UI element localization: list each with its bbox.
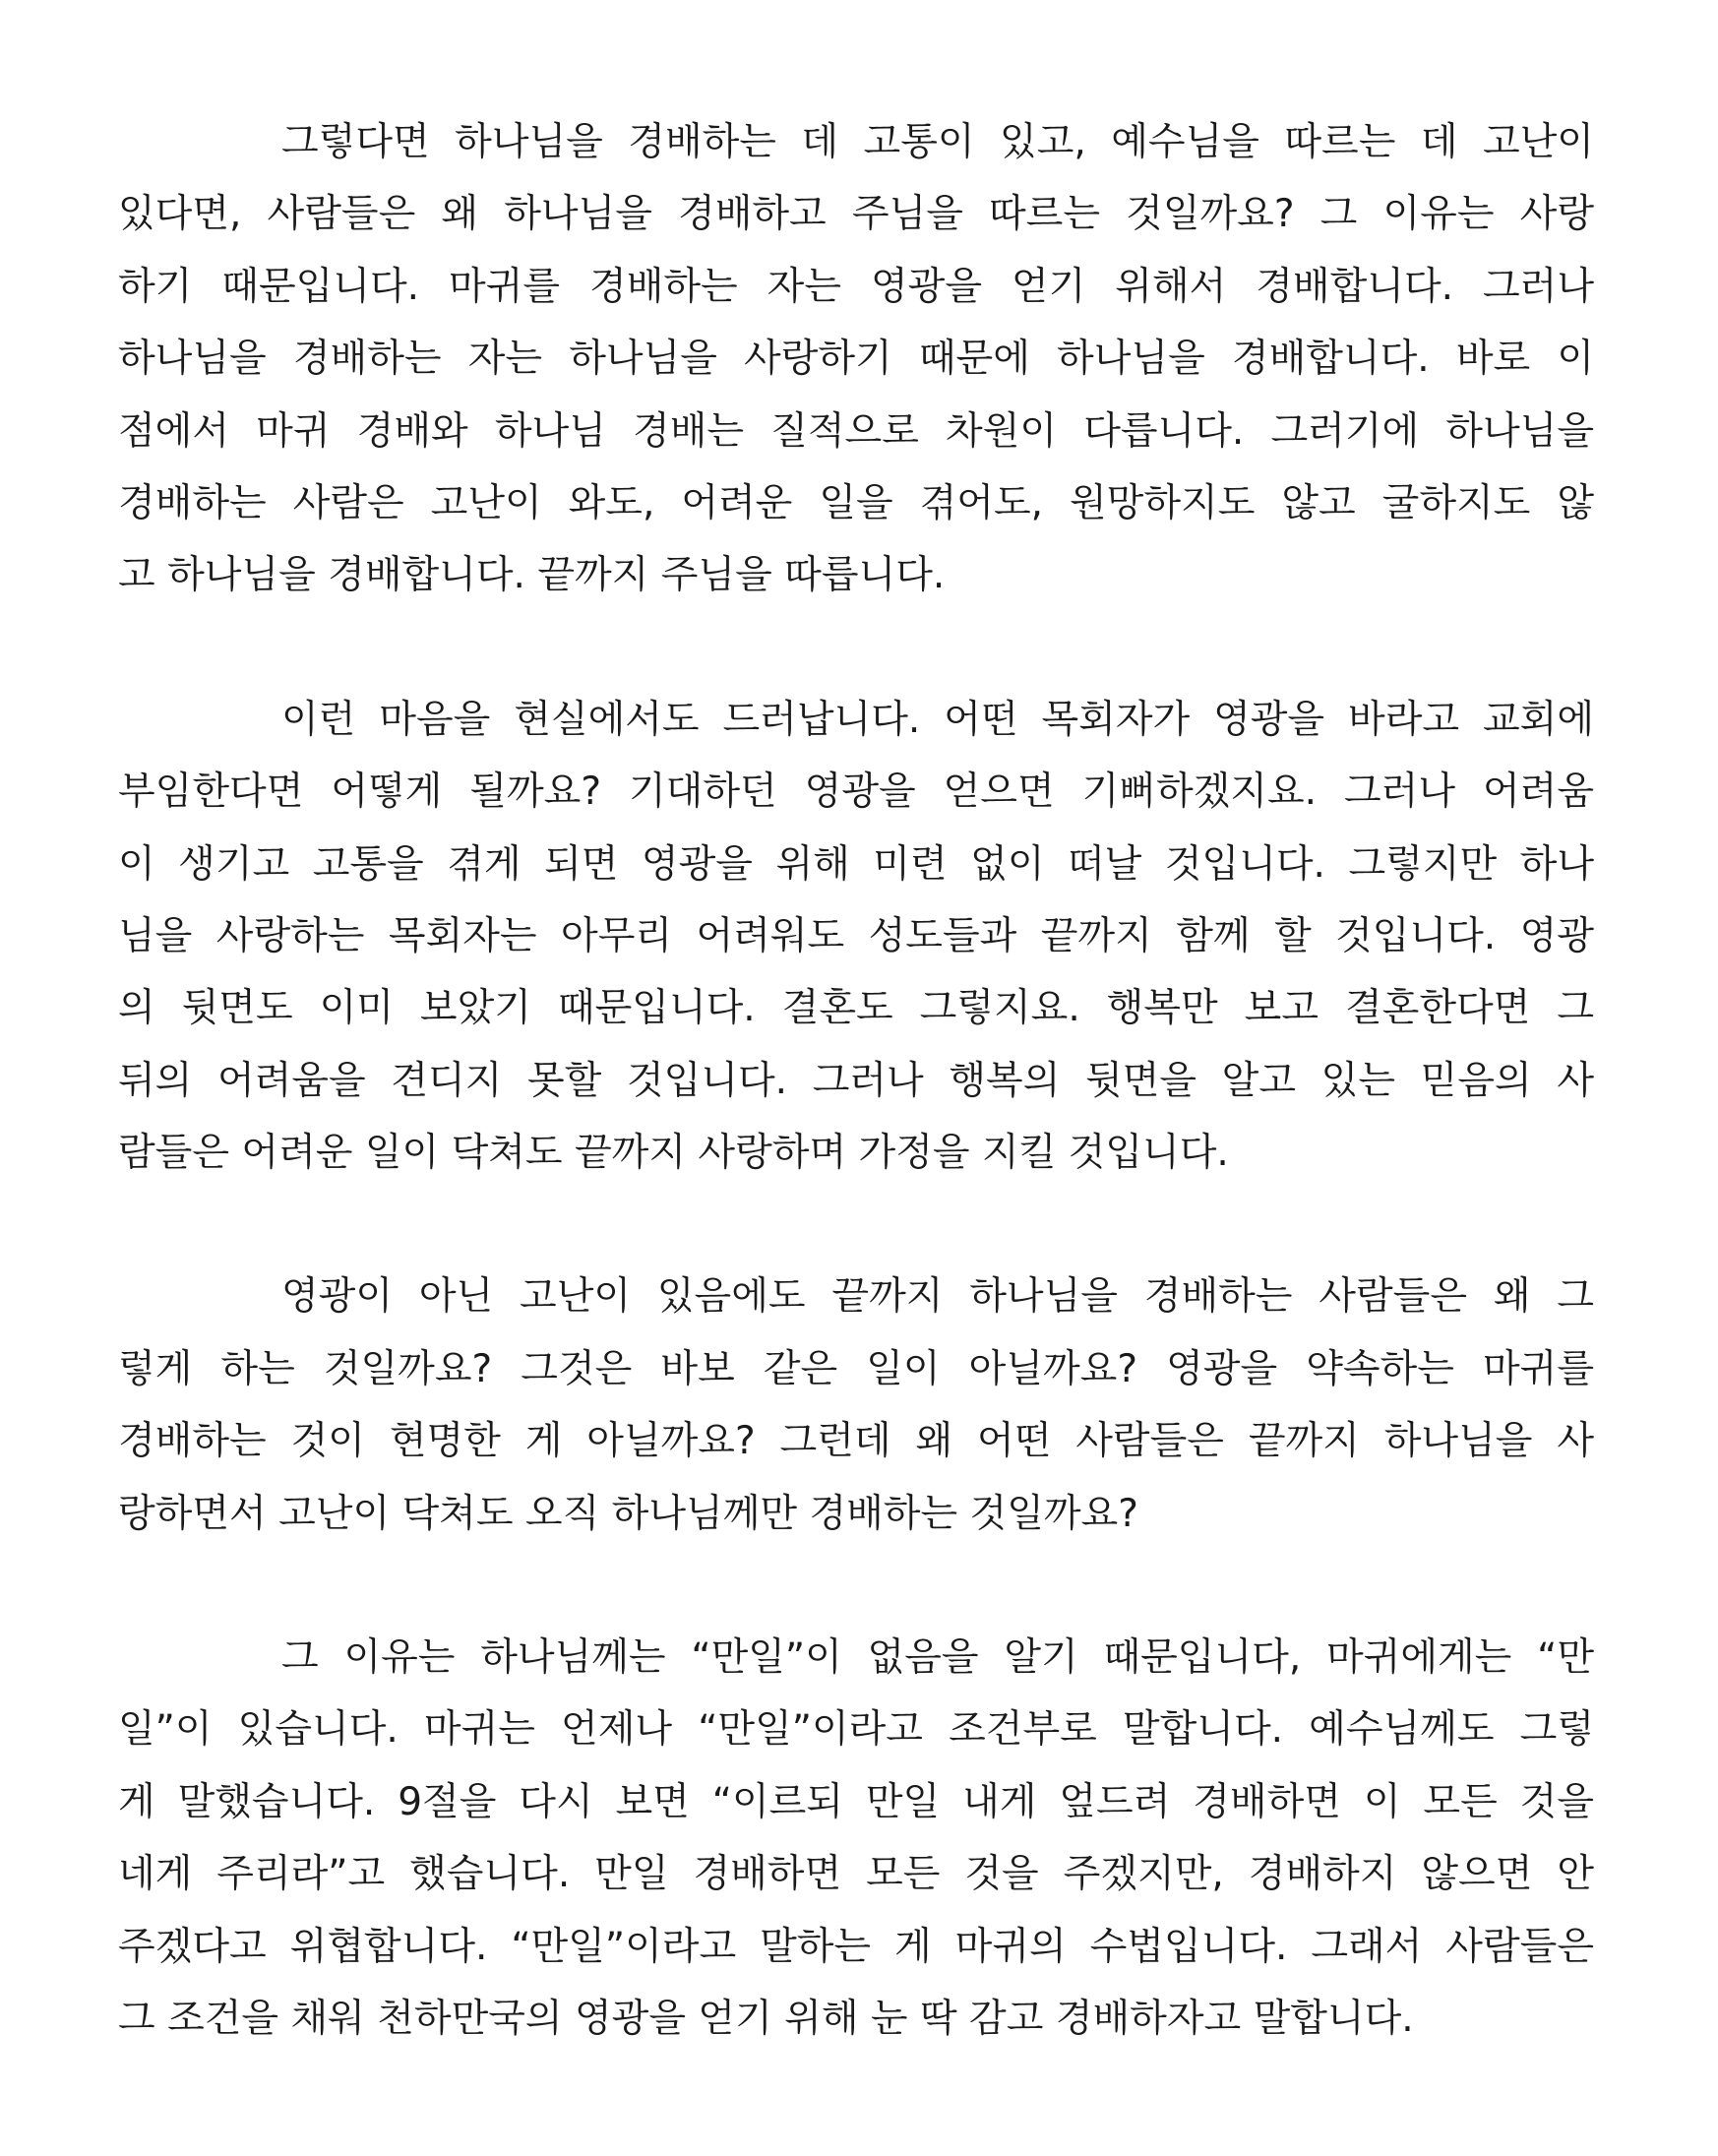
text-line: 영광이 아닌 고난이 있음에도 끝까지 하나님을 경배하는 사람들은 왜 그 — [281, 1274, 1594, 1320]
text-line: 그렇다면 하나님을 경배하는 데 고통이 있고, 예수님을 따르는 데 고난이 — [281, 120, 1594, 164]
text-line: 게 말했습니다. 9절을 다시 보면 “이르되 만일 내게 엎드려 경배하면 이 모든 것을 — [118, 1779, 1594, 1824]
text-line: 렇게 하는 것일까요? 그것은 바보 같은 일이 아닐까요? 영광을 약속하는 마귀를 — [118, 1346, 1594, 1391]
text-line: 경배하는 사람은 고난이 와도, 어려운 일을 겪어도, 원망하지도 않고 굴하지도 않 — [118, 480, 1594, 525]
text-line: 네게 주리라”고 했습니다. 만일 경배하면 모든 것을 주겠지만, 경배하지 않으면 안 — [118, 1852, 1594, 1897]
text-line: 하나님을 경배하는 자는 하나님을 사랑하기 때문에 하나님을 경배합니다. 바로 이 — [118, 337, 1594, 382]
text-line: 경배하는 것이 현명한 게 아닐까요? 그런데 왜 어떤 사람들은 끝까지 하나님을 사 — [118, 1419, 1594, 1464]
text-line: 하기 때문입니다. 마귀를 경배하는 자는 영광을 얻기 위해서 경배합니다. 그러나 — [118, 264, 1594, 309]
paragraph-2 — [118, 684, 1594, 1190]
paragraph-4 — [118, 1622, 1594, 2055]
text-line: 그 이유는 하나님께는 “만일”이 없음을 알기 때문입니다, 마귀에게는 “만 — [281, 1635, 1594, 1681]
text-line: 주겠다고 위협합니다. “만일”이라고 말하는 게 마귀의 수법입니다. 그래서 사람들은 — [118, 1924, 1594, 1969]
document-page — [118, 106, 1594, 2126]
text-line: 고 하나님을 경배합니다. 끝까지 주님을 따릅니다. — [118, 553, 946, 598]
text-line: 이 생기고 고통을 겪게 되면 영광을 위해 미련 없이 떠날 것입니다. 그렇지만 하나 — [118, 841, 1594, 887]
text-line: 있다면, 사람들은 왜 하나님을 경배하고 주님을 따르는 것일까요? 그 이유는 사랑 — [118, 192, 1594, 237]
text-line: 랑하면서 고난이 닥쳐도 오직 하나님께만 경배하는 것일까요? — [118, 1491, 1138, 1536]
text-line: 점에서 마귀 경배와 하나님 경배는 질적으로 차원이 다릅니다. 그러기에 하나님을 — [118, 408, 1594, 454]
text-line: 람들은 어려운 일이 닥쳐도 끝까지 사랑하며 가정을 지킬 것입니다. — [118, 1131, 1229, 1176]
paragraph-3 — [118, 1261, 1594, 1550]
text-line: 일”이 있습니다. 마귀는 언제나 “만일”이라고 조건부로 말합니다. 예수님께도 그렇 — [118, 1707, 1594, 1753]
text-line: 부임한다면 어떻게 될까요? 기대하던 영광을 얻으면 기뻐하겠지요. 그러나 어려움 — [118, 770, 1594, 815]
text-line: 그 조건을 채워 천하만국의 영광을 얻기 위해 눈 딱 감고 경배하자고 말합니다. — [118, 1996, 1414, 2041]
text-line: 님을 사랑하는 목회자는 아무리 어려워도 성도들과 끝까지 함께 할 것입니다. 영광 — [118, 913, 1594, 958]
text-line: 의 뒷면도 이미 보았기 때문입니다. 결혼도 그렇지요. 행복만 보고 결혼한다면 그 — [118, 986, 1594, 1031]
text-line: 이런 마음을 현실에서도 드러납니다. 어떤 목회자가 영광을 바라고 교회에 — [281, 697, 1594, 742]
paragraph-1 — [118, 106, 1594, 612]
text-line: 뒤의 어려움을 견디지 못할 것입니다. 그러나 행복의 뒷면을 알고 있는 믿음의 사 — [118, 1058, 1594, 1103]
